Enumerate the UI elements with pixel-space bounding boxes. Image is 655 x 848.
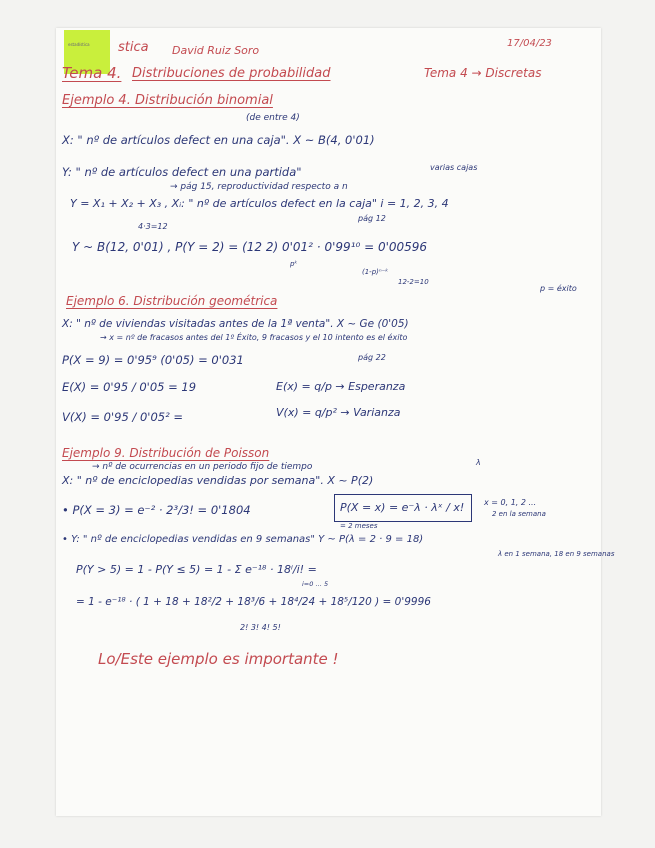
note-pk: pᵏ	[290, 260, 298, 268]
binomial-sum-equation: Y = X₁ + X₂ + X₃ , Xᵢ: " nº de artículos defect en la caja" i = 1, 2, 3, 4	[70, 197, 449, 210]
title-prefix: Tema 4.	[62, 64, 122, 82]
binomial-probability: Y ~ B(12, 0'01) , P(Y = 2) = (12 2) 0'01² · 0'99¹⁰ = 0'00596	[72, 240, 428, 254]
geometric-probability: P(X = 9) = 0'95⁹ (0'05) = 0'031	[62, 353, 244, 367]
binomial-def-y: Y: " nº de artículos defect en una partida"	[62, 165, 302, 179]
poisson-prob-y: P(Y > 5) = 1 - P(Y ≤ 5) = 1 - Σ e⁻¹⁸ · 18ⁱ/i! =	[76, 563, 317, 576]
note-pag-22: pág 22	[358, 353, 386, 362]
topic-label: Tema 4 → Discretas	[424, 66, 542, 80]
author-name: David Ruiz Soro	[172, 44, 260, 57]
geometric-heading: Ejemplo 6. Distribución geométrica	[66, 294, 278, 308]
variance-formula: V(x) = q/p² → Varianza	[276, 406, 401, 419]
poisson-bullet-y: • Y: " nº de enciclopedias vendidas en 9 semanas" Y ~ P(λ = 2 · 9 = 18)	[62, 534, 424, 545]
binomial-heading: Ejemplo 4. Distribución binomial	[62, 93, 273, 108]
sticky-note-text: estadística	[68, 42, 90, 47]
binomial-subnote: (de entre 4)	[246, 113, 300, 123]
date: 17/04/23	[507, 38, 552, 49]
note-semanas: λ en 1 semana, 18 en 9 semanas	[498, 550, 615, 558]
note-fracasos: → x = nº de fracasos antes del 1º Éxito, 9 fracasos y el 10 intento es el éxito	[100, 333, 408, 342]
expectation-formula: E(x) = q/p → Esperanza	[276, 380, 406, 393]
note-4-3-12: 4·3=12	[138, 222, 168, 231]
poisson-def-x: X: " nº de enciclopedias vendidas por semana". X ~ P(2)	[62, 474, 374, 487]
geometric-variance: V(X) = 0'95 / 0'05² =	[62, 410, 183, 424]
note-sum-range: i=0 … 5	[302, 580, 329, 588]
poisson-heading: Ejemplo 9. Distribución de Poisson	[62, 446, 270, 460]
important-note: Lo/Este ejemplo es importante !	[98, 650, 339, 668]
note-1-minus-p: (1-p)ⁿ⁻ᵏ	[362, 268, 389, 276]
note-ocurrencias: → nº de ocurrencias en un periodo fijo de tiempo	[92, 462, 313, 472]
note-factorials: 2! 3! 4! 5!	[240, 623, 281, 632]
note-p-exito: p = éxito	[540, 284, 577, 293]
note-en-la-semana: 2 en la semana	[492, 510, 546, 518]
geometric-def-x: X: " nº de viviendas visitadas antes de la 1ª venta". X ~ Ge (0'05)	[62, 318, 409, 330]
poisson-bullet-probability: • P(X = 3) = e⁻² · 2³/3! = 0'1804	[62, 503, 251, 517]
page-title: Distribuciones de probabilidad	[132, 66, 331, 81]
note-pag-12: pág 12	[358, 214, 386, 223]
poisson-formula: P(X = x) = e⁻λ · λˣ / x!	[340, 501, 465, 514]
poisson-expansion: = 1 - e⁻¹⁸ · ( 1 + 18 + 18²/2 + 18³/6 + 18⁴/24 + 18⁵/120 ) = 0'9996	[76, 596, 431, 608]
note-reproductividad: → pág 15, reproductividad respecto a n	[170, 182, 348, 192]
note-12-2-10: 12-2=10	[398, 278, 429, 286]
note-varias-cajas: varias cajas	[430, 163, 478, 172]
course-name: stica	[118, 40, 149, 55]
note-x-values: x = 0, 1, 2 ...	[484, 498, 537, 507]
binomial-def-x: X: " nº de artículos defect en una caja". X ~ B(4, 0'01)	[62, 133, 375, 147]
geometric-expectation: E(X) = 0'95 / 0'05 = 19	[62, 380, 197, 394]
note-lambda: λ	[476, 458, 481, 467]
note-meses: = 2 meses	[340, 522, 378, 530]
